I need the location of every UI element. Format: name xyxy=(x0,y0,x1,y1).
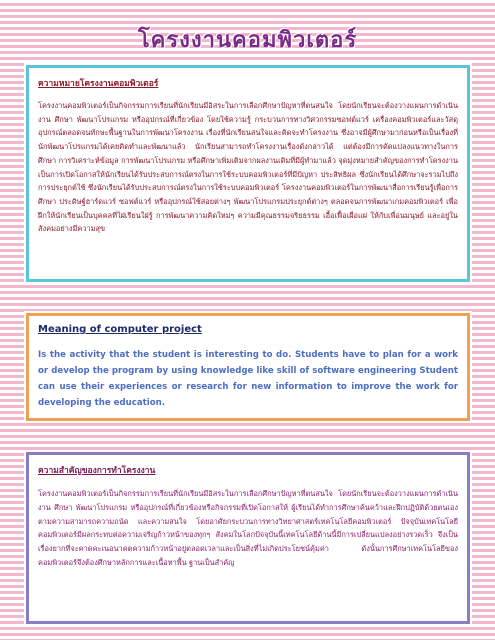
page-title: โครงงานคอมพิวเตอร์ xyxy=(137,28,358,53)
section-body: โครงงานคอมพิวเตอร์เป็นกิจกรรมการเรียนที่นักเรียนมีอิสระในการเลือกศึกษาปัญหาที่ตนสนใจ โดยนักเรียนจะต้องวางแผนการดำเนินงาน ศึกษา พัฒนาโปรแกรม หรืออุปกรณ์ที่เกี่ยวข้องหรือกิจกรรมที่เปิดโอกาสให้ ผู้เรียนได้ทำการศึกษาค้นคว้าและฝึกปฏิบัติด้วยตนเองตามความสามารถความถนัด และความสนใจ โดยอาศัยกระบวนการทางวิทยาศาสตร์เทคโนโลยีคอมพิวเตอร์ ปัจจุบันเทคโนโลยีคอมพิวเตอร์มีผลกระทบต่อความเจริญก้าวหน้าของทุกๆ สังคมในโลกปัจจุบันนี้เทคโนโลยีด้านนี้มีการเปลี่ยนแปลงอย่างรวดเร็ว จึงเป็นเรื่องยากที่จะคาดคะเนอนาคตความก้าวหน้าอยู่ตลอดเวลาและเป็นสิ่งที่ไม่เกิดประโยชน์คุ้มค่า ดังนั้นการศึกษาเทคโนโลยีของคอมพิวเตอร์จึงต้องศึกษาหลักการและเนื้อหาพื้น ฐานเป็นสำคัญ xyxy=(38,489,458,567)
section-heading: ความสำคัญของการทำโครงงาน xyxy=(38,466,156,476)
section-body: โครงงานคอมพิวเตอร์เป็นกิจกรรมการเรียนที่นักเรียนมีอิสระในการเลือกศึกษาปัญหาที่ตนสนใจ โดยนักเรียนจะต้องวางแผนการดำเนินงาน ศึกษา พัฒนาโปรแกรม หรืออุปกรณ์ที่เกี่ยวข้อง โดยใช้ความรู้ กระบวนการทางวิศวกรรมซอฟต์แวร์ เครื่องคอมพิวเตอร์และวัสดุอุปกรณ์ตลอดจนทักษะพื้นฐานในการพัฒนาโครงงาน เรื่องที่นักเรียนสนใจและคิดจะทำโครงงาน ซึ่งอาจมีผู้ศึกษามาก่อนหรือเป็นเรื่องที่นักพัฒนาโปรแกรมได้เคยคิดทำและพัฒนาแล้ว นักเรียนสามารถทำโครงงานเรื่องดังกล่าวได้ แต่ต้องมีการดัดแปลงแนวทางในการศึกษา การวิเคราะห์ข้อมูล การพัฒนาโปรแกรม หรือศึกษาเพิ่มเติมจากผลงานเดิมที่มีผู้ทำมาแล้ว จุดมุ่งหมายสำคัญของการทำโครงงานเป็นการเปิดโอกาสให้นักเรียนได้รับประสบการณ์ตรงในการใช้ระบบคอมพิวเตอร์ที่มีปัญหา ประสิทธิผล ซึ่งนักเรียนได้ศึกษาจะรวมไปถึงการประยุกต์ใช้ ซึ่งนักเรียนได้รับประสบการณ์ตรงในการใช้ระบบคอมพิวเตอร์ โครงงานคอมพิวเตอร์ในการพัฒนาสื่อการเรียนรู้เพื่อการศึกษา ประดิษฐ์ฮาร์ดแวร์ ซอฟต์แวร์ หรืออุปกรณ์ใช้สอยต่างๆ พัฒนาโปรแกรมประยุกต์ต่างๆ ตลอดจนการพัฒนาเกมคอมพิวเตอร์ เพื่อฝึกให้นักเรียนเป็นบุคคลที่ใฝ่เรียนใฝ่รู้ การพัฒนาความคิดใหม่ๆ ความมีคุณธรรมจริยธรรม เอื้อเฟื้อเผื่อแผ่ ให้กับเพื่อนมนุษย์ และอยู่ในสังคมอย่างมีความสุข xyxy=(38,101,458,234)
section-body: Is the activity that the student is interesting to do. Students have to plan for a work or develop the program by using knowledge like skill of software engineering Student can use their experiences or research for new information to improve the work for developing the education. xyxy=(38,350,458,408)
section-heading: Meaning of computer project xyxy=(38,324,202,335)
section-heading: ความหมายโครงงานคอมพิวเตอร์ xyxy=(38,79,159,89)
section-importance-thai xyxy=(26,452,470,624)
section-meaning-thai xyxy=(26,65,470,282)
section-meaning-english xyxy=(26,313,470,421)
